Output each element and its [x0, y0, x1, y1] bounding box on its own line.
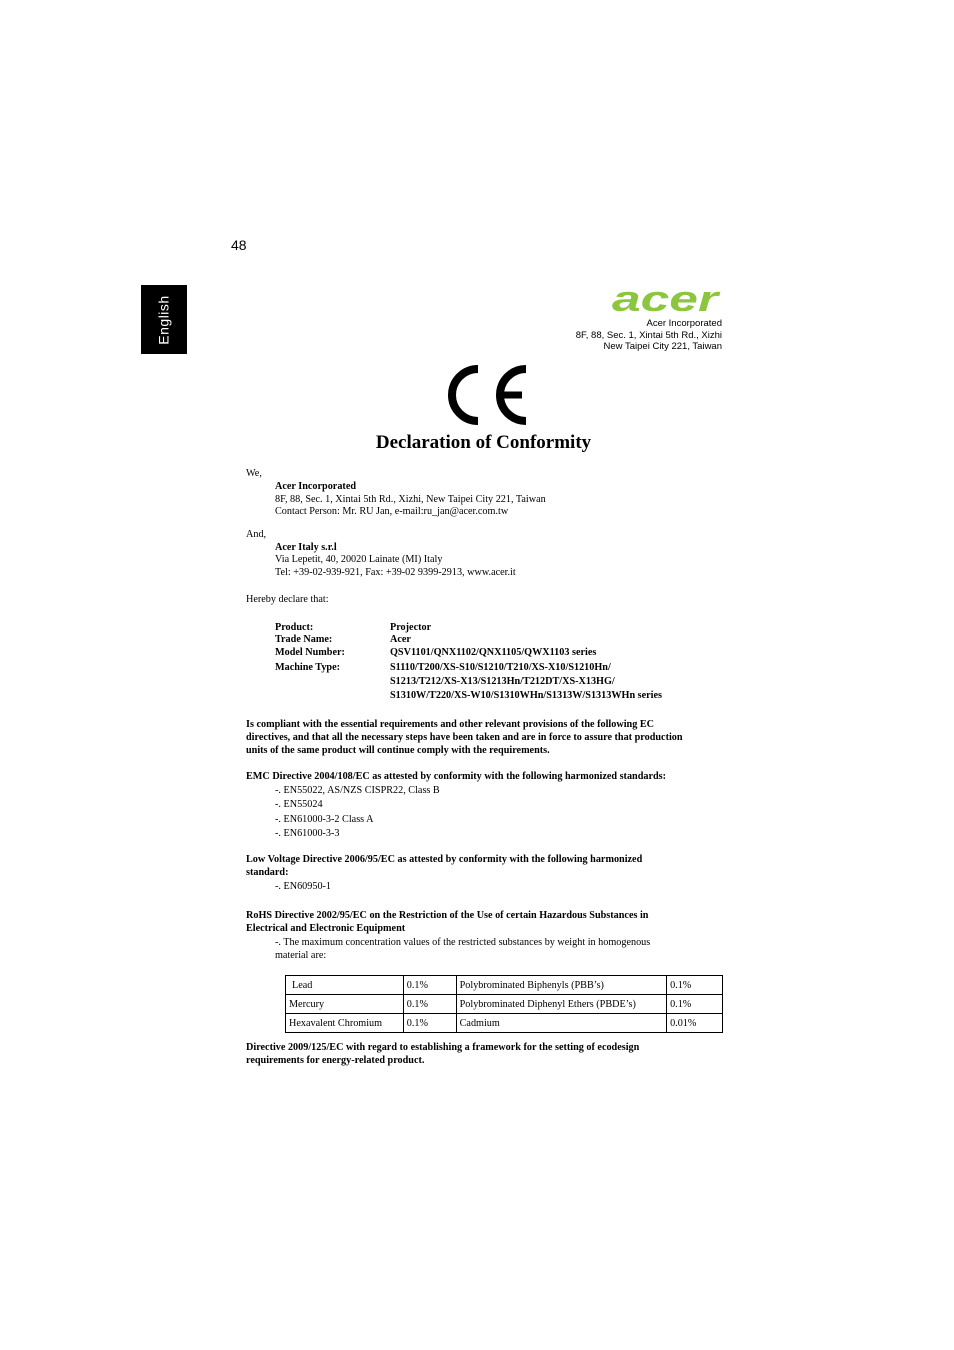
acer-logo [611, 283, 721, 319]
table-cell: 0.1% [403, 995, 456, 1014]
address-line: Acer Incorporated [646, 318, 722, 329]
we-company: Acer Incorporated [275, 481, 357, 492]
machine-type-line: S1213/T212/XS-X13/S1213Hn/T212DT/XS-X13HG/ [390, 676, 615, 687]
table-cell: 0.01% [667, 1014, 723, 1033]
address-line: New Taipei City 221, Taiwan [603, 341, 722, 352]
declare-text: Hereby declare that: [246, 594, 329, 605]
we-address: 8F, 88, Sec. 1, Xintai 5th Rd., Xizhi, New Taipei City 221, Taiwan [275, 494, 546, 505]
table-row [286, 995, 723, 1014]
table-cell: Hexavalent Chromium [286, 1014, 404, 1033]
emc-standard: -. EN61000-3-2 Class A [275, 814, 374, 825]
table-cell: Mercury [286, 995, 404, 1014]
lvd-standard: -. EN60950-1 [275, 881, 332, 892]
table-cell: 0.1% [403, 1014, 456, 1033]
table-cell: 0.1% [403, 976, 456, 995]
product-label: Product: [275, 622, 314, 633]
company-address [576, 318, 722, 353]
machine-type-line: S1310W/T220/XS-W10/S1310WHn/S1313W/S1313WHn series [390, 690, 662, 701]
compliance-line: directives, and that all the necessary steps have been taken and are in force to assure that production [246, 732, 683, 743]
ce-mark-icon [444, 363, 530, 427]
compliance-line: Is compliant with the essential requirements and other relevant provisions of the following EC [246, 719, 654, 730]
rohs-note: -. The maximum concentration values of the restricted substances by weight in homogenous [275, 937, 651, 948]
model-number-label: Model Number: [275, 647, 345, 658]
table-row [286, 1014, 723, 1033]
trade-name-label: Trade Name: [275, 634, 333, 645]
emc-heading: EMC Directive 2004/108/EC as attested by conformity with the following harmonized standards: [246, 771, 667, 782]
and-contact: Tel: +39-02-939-921, Fax: +39-02 9399-2913, www.acer.it [275, 567, 516, 578]
table-row [286, 976, 723, 995]
machine-type-label: Machine Type: [275, 662, 340, 673]
table-cell: 0.1% [667, 995, 723, 1014]
and-label: And, [246, 529, 267, 540]
rohs-heading: Electrical and Electronic Equipment [246, 923, 406, 934]
and-address: Via Lepetit, 40, 20020 Lainate (MI) Italy [275, 554, 443, 565]
rohs-heading: RoHS Directive 2002/95/EC on the Restriction of the Use of certain Hazardous Substances in [246, 910, 649, 921]
acer-logo-text: acer [612, 283, 721, 319]
emc-standard: -. EN55022, AS/NZS CISPR22, Class B [275, 785, 440, 796]
language-tab-label: English [156, 294, 173, 345]
we-contact: Contact Person: Mr. RU Jan, e-mail:ru_jan@acer.com.tw [275, 506, 509, 517]
emc-standard: -. EN61000-3-3 [275, 828, 340, 839]
table-cell: Lead [286, 976, 404, 995]
table-cell: Polybrominated Diphenyl Ethers (PBDE’s) [456, 995, 666, 1014]
product-value: Projector [390, 622, 432, 633]
compliance-line: units of the same product will continue comply with the requirements. [246, 745, 550, 756]
and-company: Acer Italy s.r.l [275, 542, 337, 553]
table-cell: Polybrominated Biphenyls (PBB’s) [456, 976, 666, 995]
document-title: Declaration of Conformity [375, 432, 592, 453]
substance-table [285, 975, 723, 1033]
table-cell: Cadmium [456, 1014, 666, 1033]
emc-standard: -. EN55024 [275, 799, 323, 810]
ecodesign-line: requirements for energy-related product. [246, 1055, 425, 1066]
ecodesign-line: Directive 2009/125/EC with regard to establishing a framework for the setting of ecodesign [246, 1042, 640, 1053]
lvd-heading: standard: [246, 867, 289, 878]
page-number: 48 [231, 237, 247, 253]
lvd-heading: Low Voltage Directive 2006/95/EC as attested by conformity with the following harmonized [246, 854, 643, 865]
machine-type-line: S1110/T200/XS-S10/S1210/T210/XS-X10/S1210Hn/ [390, 662, 611, 673]
rohs-note: material are: [275, 950, 327, 961]
address-line: 8F, 88, Sec. 1, Xintai 5th Rd., Xizhi [575, 329, 722, 341]
we-label: We, [246, 468, 262, 479]
language-tab [141, 285, 187, 354]
table-cell: 0.1% [667, 976, 723, 995]
trade-name-value: Acer [390, 634, 411, 645]
model-number-value: QSV1101/QNX1102/QNX1105/QWX1103 series [390, 647, 597, 658]
